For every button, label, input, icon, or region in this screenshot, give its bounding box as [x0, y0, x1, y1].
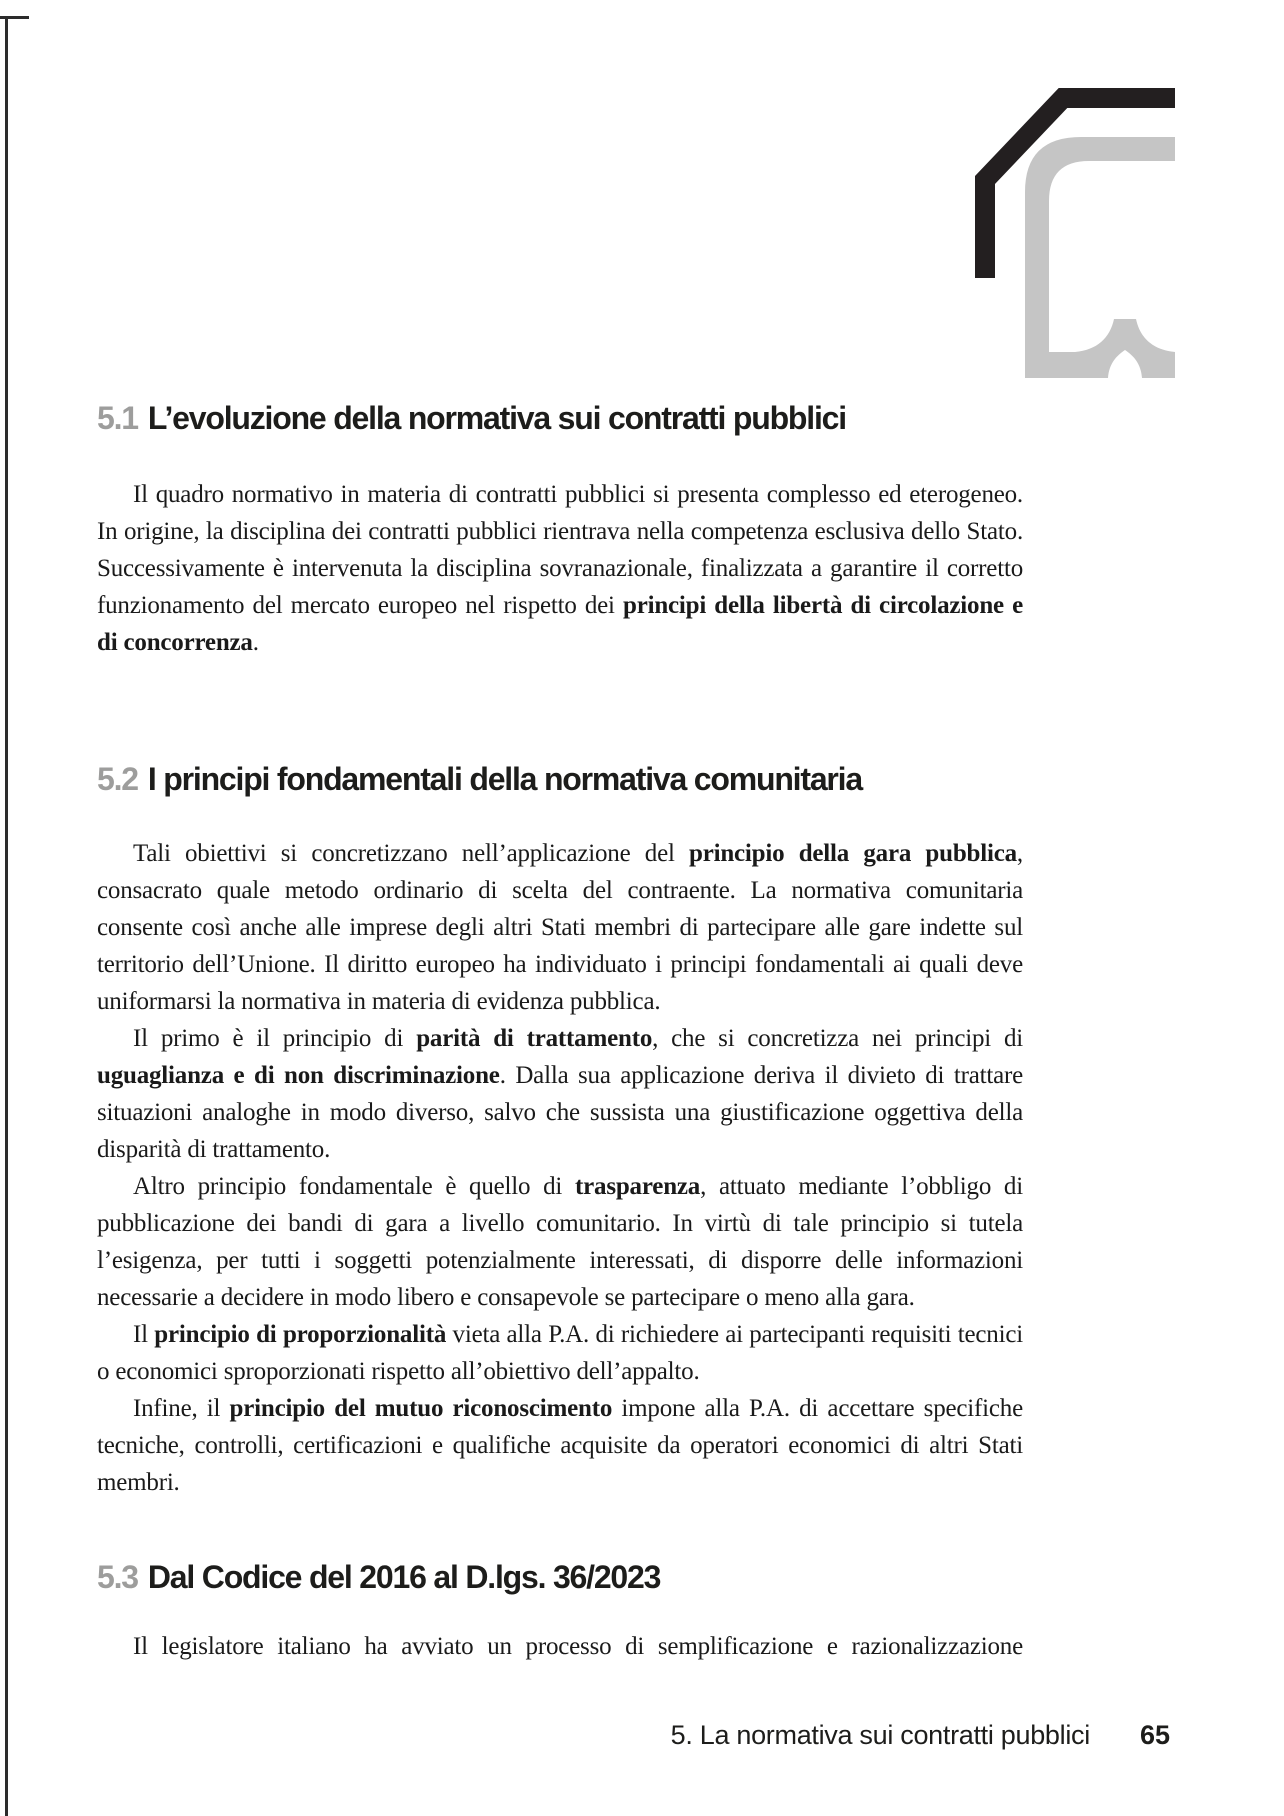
section-number: 5.1 — [97, 400, 138, 436]
section-number: 5.2 — [97, 761, 138, 797]
paragraph: Il legislatore italiano ha avviato un processo di semplificazione e razionalizzazione — [133, 1633, 1023, 1660]
paragraph: Altro principio fondamentale è quello di trasparenza, attuato mediante l’obbligo di pubblicazione dei bandi di gara a livello comunitario. In virtù di tale principio si tutela l’esigenza, per tutti i soggetti potenzialmente interessati, di disporre delle informazioni necessarie a decidere in modo libero e consapevole se partecipare o meno alla gara. — [97, 1173, 1023, 1311]
section-heading-5-2 — [97, 757, 1023, 801]
section-title: L’evoluzione della normativa sui contratti pubblici — [147, 400, 846, 436]
section-heading-5-1 — [97, 396, 1023, 440]
section-title: Dal Codice del 2016 al D.lgs. 36/2023 — [147, 1559, 661, 1595]
paragraph: Tali obiettivi si concretizzano nell’applicazione del principio della gara pubblica, consacrato quale metodo ordinario di scelta del contraente. La normativa comunitaria consente così anche alle imprese degli altri Stati membri di partecipare alle gare indette sul territorio dell’Unione. Il diritto europeo ha individuato i principi fondamentali ai quali deve uniformarsi la normativa in materia di evidenza pubblica. — [97, 840, 1023, 1015]
paragraph: Il quadro normativo in materia di contratti pubblici si presenta complesso ed eterogeneo. In origine, la disciplina dei contratti pubblici rientrava nella competenza esclusiva dello Stato. Successivamente è intervenuta la disciplina sovranazionale, finalizzata a garantire il corretto funzionamento del mercato europeo nel rispetto dei principi della libertà di circolazione e di concorrenza. — [97, 481, 1023, 656]
page-edge-rule-top — [0, 16, 29, 19]
paragraph: Infine, il principio del mutuo riconoscimento impone alla P.A. di accettare specifiche tecniche, controlli, certificazioni e qualifiche acquisite da operatori economici di altri Stati membri. — [97, 1395, 1023, 1496]
section-heading-5-3 — [97, 1555, 1023, 1599]
footer-page-number: 65 — [1139, 1720, 1170, 1750]
footer-chapter-title: 5. La normativa sui contratti pubblici — [670, 1720, 1090, 1750]
paragraph: Il principio di proporzionalità vieta alla P.A. di richiedere ai partecipanti requisiti tecnici o economici sproporzionati rispetto all’obiettivo dell’appalto. — [97, 1321, 1023, 1385]
page-content — [97, 0, 1023, 1665]
section-number: 5.3 — [97, 1559, 138, 1595]
section-title: I principi fondamentali della normativa comunitaria — [147, 761, 862, 797]
page-edge-rule — [5, 17, 8, 1816]
paragraph: Il primo è il principio di parità di trattamento, che si concretizza nei principi di uguaglianza e di non discriminazione. Dalla sua applicazione deriva il divieto di trattare situazioni analoghe in modo diverso, salvo che sussista una giustificazione oggettiva della disparità di trattamento. — [97, 1025, 1024, 1163]
page-footer — [671, 1720, 1170, 1751]
logo-arch-shape — [1025, 137, 1175, 378]
